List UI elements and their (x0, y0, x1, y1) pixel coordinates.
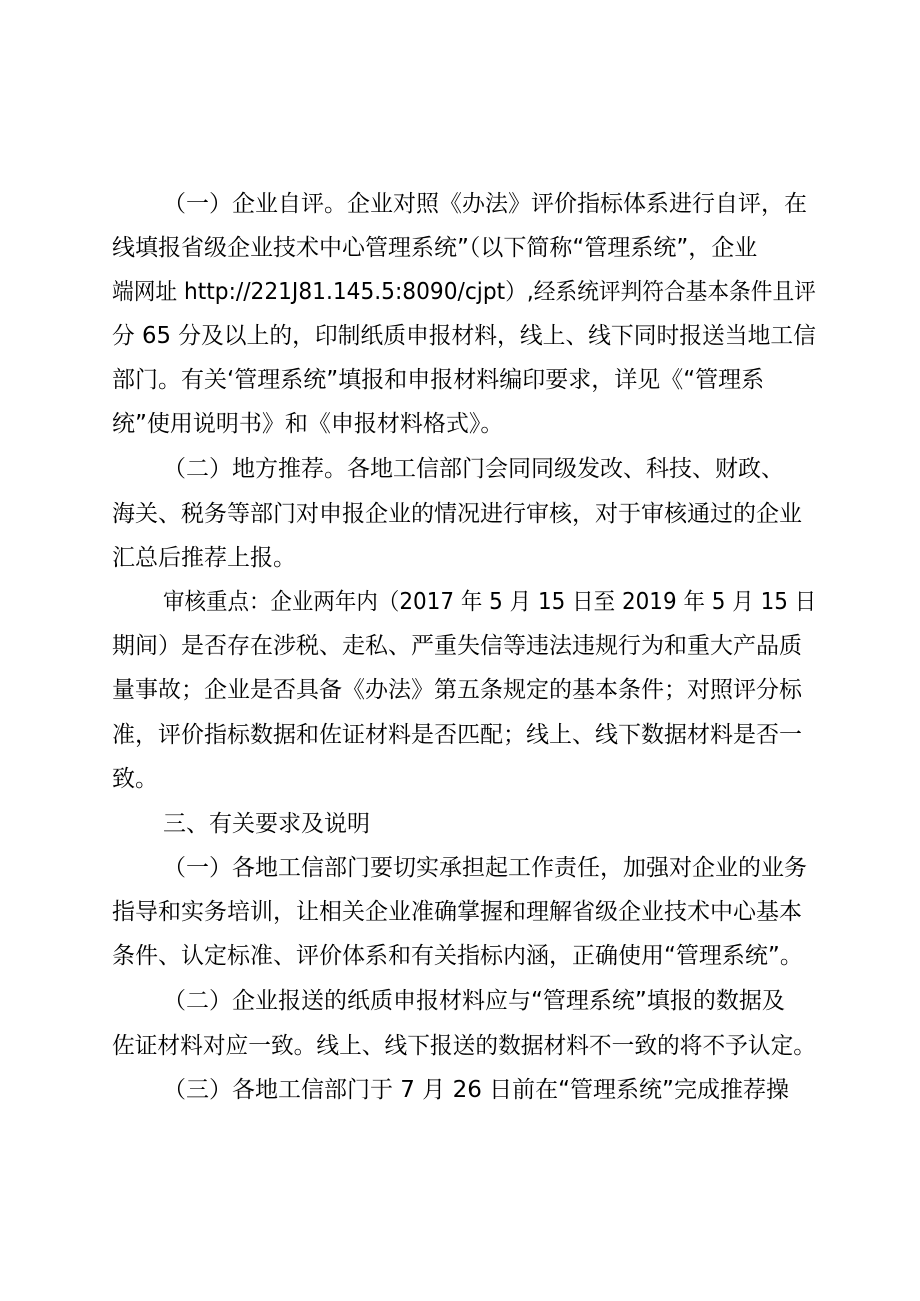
text-line: 指导和实务培训，让相关企业准确掌握和理解省级企业技术中心基本 (112, 899, 802, 925)
text-line: 致。 (112, 766, 158, 792)
text-line: 准，评价指标数据和佐证材料是否匹配；线上、线下数据材料是否一 (112, 722, 802, 748)
text-line: 汇总后推荐上报。 (112, 545, 296, 571)
text-line: 海关、税务等部门对申报企业的情况进行审核，对于审核通过的企业 (112, 501, 802, 527)
section-heading: 三、有关要求及说明 (163, 811, 370, 837)
text-line: 线填报省级企业技术中心管理系统”（以下简称“管理系统”，企业 (112, 235, 758, 261)
text-line: 审核重点：企业两年内（2017 年 5 月 15 日至 2019 年 5 月 15 日 (163, 589, 817, 615)
text-line: 端网址 http://221J81.145.5:8090/cjpt）,经系统评判符合基本条件且评 (112, 279, 816, 305)
text-line: （三）各地工信部门于 7 月 26 日前在“管理系统”完成推荐操 (163, 1077, 789, 1103)
text-line: （二）企业报送的纸质申报材料应与“管理系统”填报的数据及 (163, 988, 785, 1014)
text-line: 佐证材料对应一致。线上、线下报送的数据材料不一致的将不予认定。 (112, 1033, 816, 1059)
text-line: （一）各地工信部门要切实承担起工作责任，加强对企业的业务 (163, 855, 807, 881)
text-line: 条件、认定标准、评价体系和有关指标内涵，正确使用“管理系统”。 (112, 943, 803, 969)
text-line: （二）地方推荐。各地工信部门会同同级发改、科技、财政、 (163, 456, 784, 482)
text-line: 量事故；企业是否具备《办法》第五条规定的基本条件；对照评分标 (112, 677, 802, 703)
text-line: （一）企业自评。企业对照《办法》评价指标体系进行自评，在 (163, 191, 807, 217)
text-line: 部门。有关‘管理系统”填报和申报材料编印要求，详见《“管理系 (112, 367, 765, 393)
text-line: 统”使用说明书》和《申报材料格式》。 (112, 411, 504, 437)
text-line: 期间）是否存在涉税、走私、严重失信等违法违规行为和重大产品质 (112, 633, 802, 659)
text-line: 分 65 分及以上的，印制纸质申报材料，线上、线下同时报送当地工信 (112, 323, 816, 349)
